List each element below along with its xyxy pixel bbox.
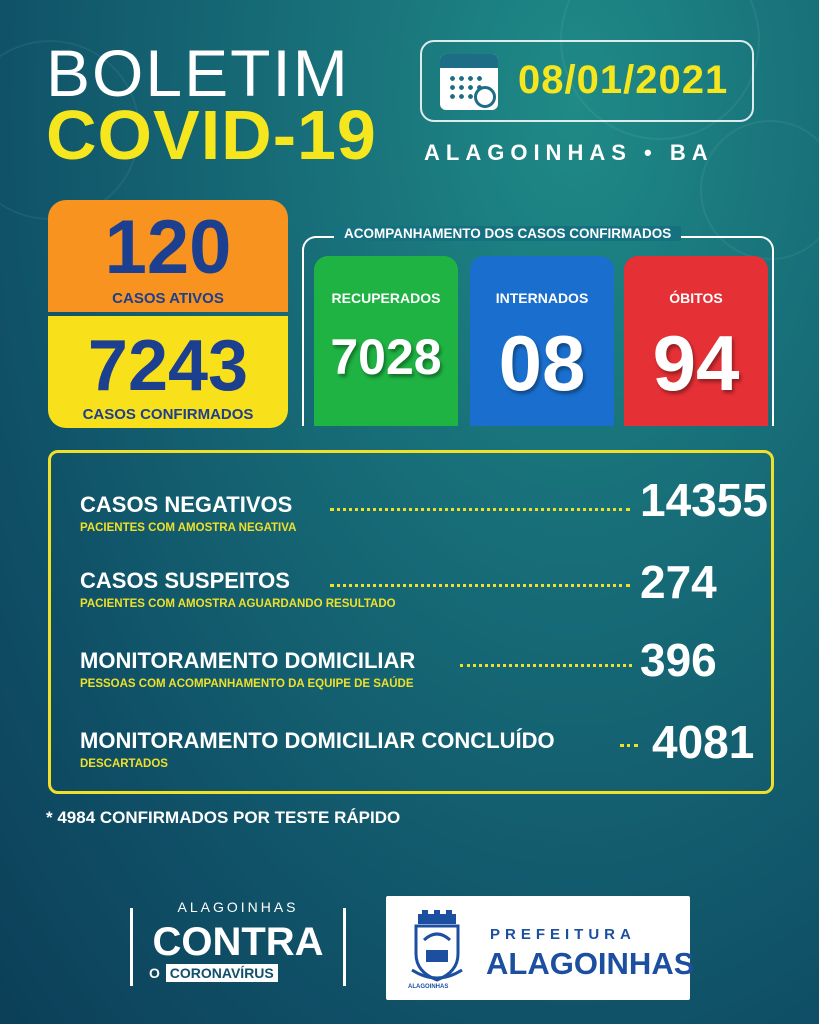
detail-subtitle: PACIENTES COM AMOSTRA AGUARDANDO RESULTADO <box>80 598 396 610</box>
deaths-label: ÓBITOS <box>669 290 723 306</box>
detail-value: 396 <box>640 634 717 686</box>
campaign-logo-word: CORONAVÍRUS <box>166 964 278 982</box>
campaign-logo-middle: CONTRA <box>152 920 324 964</box>
footnote: * 4984 CONFIRMADOS POR TESTE RÁPIDO <box>46 808 401 827</box>
campaign-logo-top: ALAGOINHAS <box>177 899 299 915</box>
bulletin-date: 08/01/2021 <box>518 58 729 102</box>
detail-title: MONITORAMENTO DOMICILIAR CONCLUÍDO <box>80 728 555 753</box>
recovered-card <box>314 256 458 426</box>
hospitalized-value: 08 <box>498 319 586 407</box>
city-crest-icon <box>410 910 464 986</box>
recovered-value: 7028 <box>330 329 442 385</box>
bulletin-title: BOLETIM <box>46 36 350 110</box>
detail-value: 14355 <box>640 474 768 526</box>
location: ALAGOINHAS • BA <box>424 140 714 165</box>
detail-row-home-monitoring <box>80 648 415 690</box>
detail-row-home-monitoring-done <box>80 728 555 770</box>
detail-subtitle: PACIENTES COM AMOSTRA NEGATIVA <box>80 522 297 534</box>
hospitalized-label: INTERNADOS <box>495 290 589 306</box>
prefecture-logo <box>386 896 695 1000</box>
campaign-logo-prefix: O <box>149 965 160 981</box>
tracking-title: ACOMPANHAMENTO DOS CASOS CONFIRMADOS <box>334 226 681 241</box>
detail-subtitle: PESSOAS COM ACOMPANHAMENTO DA EQUIPE DE SAÚDE <box>80 678 414 690</box>
active-cases-label: CASOS ATIVOS <box>112 290 224 307</box>
detail-value: 4081 <box>652 716 755 768</box>
dotted-leader <box>330 508 630 511</box>
detail-subtitle: DESCARTADOS <box>80 758 168 770</box>
detail-row-negative <box>80 492 296 534</box>
prefecture-name: ALAGOINHAS <box>486 946 695 981</box>
detail-title: MONITORAMENTO DOMICILIAR <box>80 648 416 673</box>
detail-row-suspect <box>80 568 396 610</box>
dotted-leader <box>620 744 638 747</box>
confirmed-cases-block <box>48 316 288 428</box>
detail-value: 274 <box>640 556 717 608</box>
prefecture-label: PREFEITURA <box>490 926 636 943</box>
deaths-card <box>624 256 768 426</box>
dotted-leader <box>460 664 632 667</box>
detail-title: CASOS SUSPEITOS <box>80 568 290 593</box>
campaign-logo <box>130 899 346 986</box>
crest-caption: ALAGOINHAS <box>408 984 449 990</box>
active-cases-value: 120 <box>104 205 232 290</box>
dotted-leader <box>330 584 630 587</box>
active-cases-block <box>48 200 288 312</box>
calendar-clock-icon <box>440 54 498 110</box>
recovered-label: RECUPERADOS <box>331 290 441 306</box>
date-box <box>420 40 754 122</box>
bulletin-subtitle: COVID-19 <box>46 96 377 174</box>
detail-title: CASOS NEGATIVOS <box>80 492 293 517</box>
confirmed-cases-value: 7243 <box>87 326 249 406</box>
hospitalized-card <box>470 256 614 426</box>
deaths-value: 94 <box>652 319 740 407</box>
confirmed-cases-label: CASOS CONFIRMADOS <box>82 406 254 423</box>
